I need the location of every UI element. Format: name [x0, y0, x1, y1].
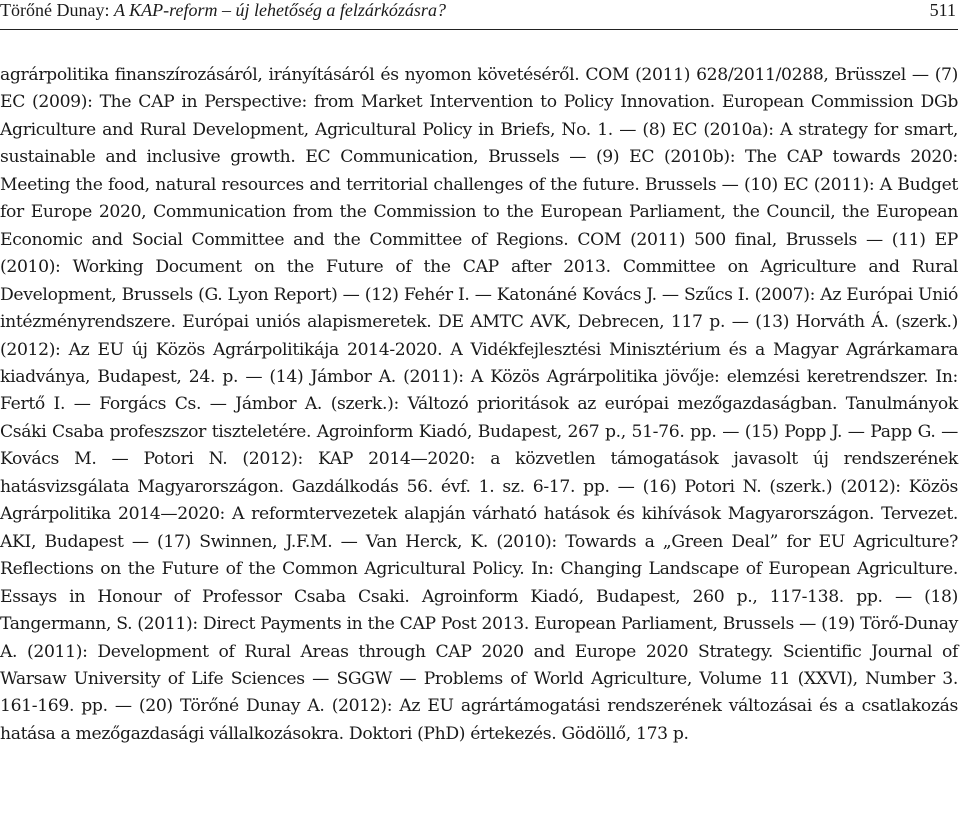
- running-head: [0, 0, 958, 26]
- running-title-author: Törőné Dunay:: [0, 0, 114, 20]
- header-rule: [0, 29, 958, 30]
- reference-list: agrárpolitika finanszírozásáról, irányításáról és nyomon követéséről. COM (2011) 628/2011/0288, Brüsszel — (7) EC (2009): The CAP in Perspective: from Market Intervention to Policy Innovation. European Commission DGb Agriculture and Rural Development, Agricultural Policy in Briefs, No. 1. — (8) EC (2010a): A strategy for smart, sustainable and inclusive growth. EC Communication, Brussels — (9) EC (2010b): The CAP towards 2020: Meeting the food, natural resources and territorial challenges of the future. Brussels — (10) EC (2011): A Budget for Europe 2020, Communication from the Commission to the European Parliament, the Council, the European Economic and Social Committee and the Committee of Regions. COM (2011) 500 final, Brussels — (11) EP (2010): Working Document on the Future of the CAP after 2013. Committee on Agriculture and Rural Development, Brussels (G. Lyon Report) — (12) Fehér I. — Katonáné Kovács J. — Szűcs I. (2007): Az Európai Unió intézményrendszere. Európai uniós alapismeretek. DE AMTC AVK, Debrecen, 117 p. — (13) Horváth Á. (szerk.) (2012): Az EU új Közös Agrárpolitikája 2014-2020. A Vidékfejlesztési Minisztérium és a Magyar Agrárkamara kiadványa, Budapest, 24. p. — (14) Jámbor A. (2011): A Közös Agrárpolitika jövője: elemzési keretrendszer. In: Fertő I. — Forgács Cs. — Jámbor A. (szerk.): Változó prioritások az európai mezőgazdaságban. Tanulmányok Csáki Csaba profeszszor tiszteletére. Agroinform Kiadó, Budapest, 267 p., 51-76. pp. — (15) Popp J. — Papp G. — Kovács M. — Potori N. (2012): KAP 2014—2020: a közvetlen támogatások javasolt új rendszerének hatásvizsgálata Magyarországon. Gazdálkodás 56. évf. 1. sz. 6-17. pp. — (16) Potori N. (szerk.) (2012): Közös Agrárpolitika 2014—2020: A reformtervezetek alapján várható hatások és kihívások Magyarországon. Tervezet. AKI, Budapest — (17) Swinnen, J.F.M. — Van Herck, K. (2010): Towards a „Green Deal” for EU Agriculture? Reflections on the Future of the Common Agricultural Policy. In: Changing Landscape of European Agriculture. Essays in Honour of Professor Csaba Csaki. Agroinform Kiadó, Budapest, 260 p., 117-138. pp. — (18) Tangermann, S. (2011): Direct Payments in the CAP Post 2013. European Parliament, Brussels — (19) Törő-Dunay A. (2011): Development of Rural Areas through CAP 2020 and Europe 2020 Strategy. Scientific Journal of Warsaw University of Life Sciences — SGGW — Problems of World Agriculture, Volume 11 (XXVI), Number 3. 161-169. pp. — (20) Törőné Dunay A. (2012): Az EU agrártámogatási rendszerének változásai és a csatlakozás hatása a mezőgazdasági vállalkozásokra. Doktori (PhD) értekezés. Gödöllő, 173 p.: [0, 65, 958, 744]
- running-title: [0, 0, 446, 20]
- page-number: 511: [929, 0, 956, 20]
- running-title-article: A KAP-reform – új lehetőség a felzárkózásra?: [113, 0, 446, 20]
